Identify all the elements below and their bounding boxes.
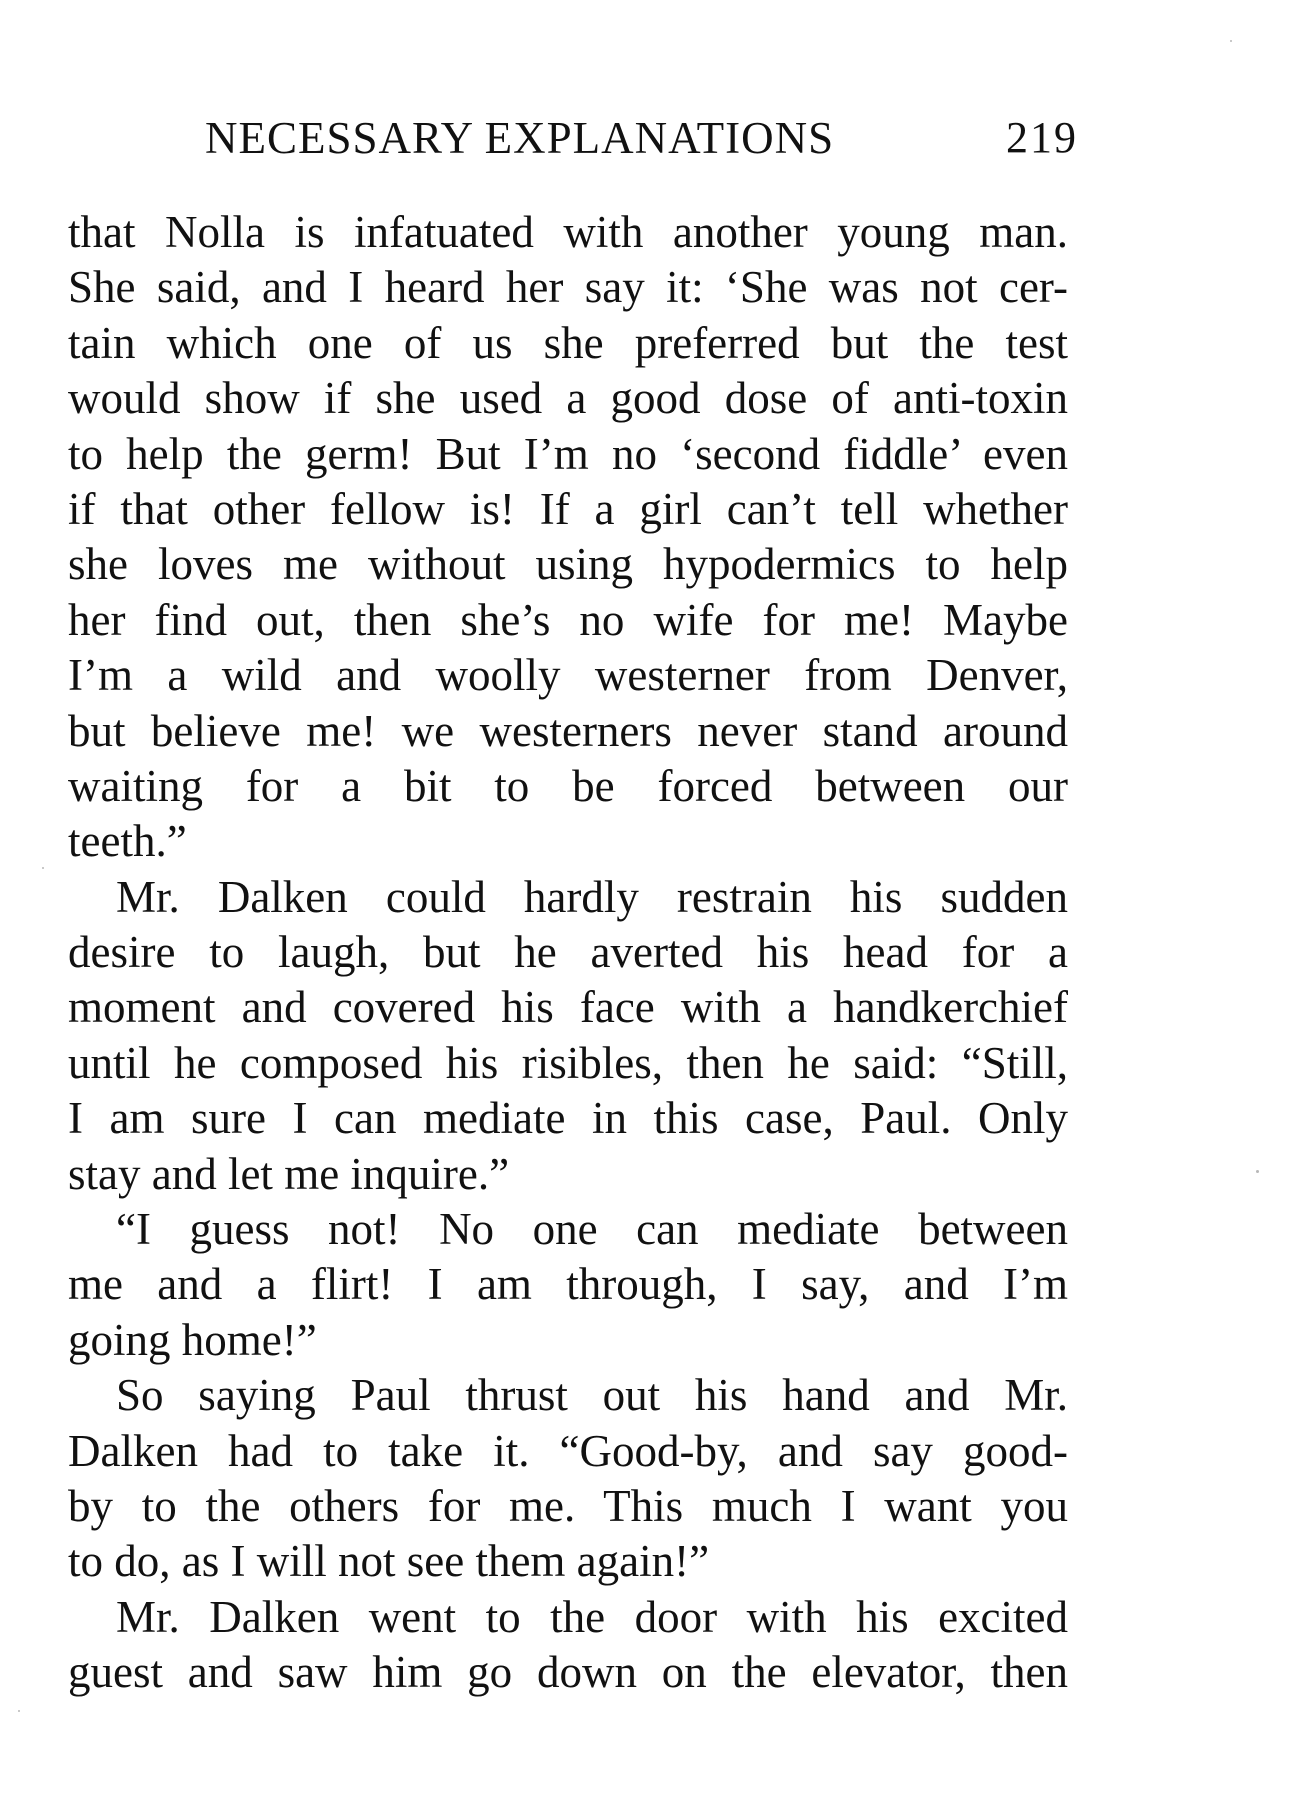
text-line: desire to laugh, but he averted his head for a	[68, 927, 1068, 978]
text-line: tain which one of us she preferred but the test	[68, 317, 1068, 368]
text-line: waiting for a bit to be forced between our	[68, 760, 1068, 811]
text-line: until he composed his risibles, then he said: “Still,	[68, 1037, 1068, 1088]
text-line: if that other fellow is! If a girl can’t tell whether	[68, 483, 1068, 534]
paragraph-first-line: Mr. Dalken went to the door with his excited	[116, 1591, 1068, 1642]
paper-speck	[1256, 1170, 1259, 1173]
paragraph-first-line: “I guess not! No one can mediate between	[116, 1204, 1068, 1255]
paper-speck	[42, 867, 44, 869]
running-head	[205, 108, 1090, 168]
text-line: me and a flirt! I am through, I say, and I’m	[68, 1259, 1068, 1310]
paragraph-first-line: Mr. Dalken could hardly restrain his sudden	[116, 871, 1068, 922]
text-line: to do, as I will not see them again!”	[68, 1536, 710, 1587]
text-line: teeth.”	[68, 816, 187, 867]
text-line: moment and covered his face with a handkerchief	[68, 982, 1068, 1033]
text-line: She said, and I heard her say it: ‘She was not cer-	[68, 262, 1068, 313]
text-line: would show if she used a good dose of anti-toxin	[68, 373, 1068, 424]
paper-speck	[18, 1710, 20, 1712]
text-line: to help the germ! But I’m no ‘second fiddle’ even	[68, 428, 1068, 479]
paragraph-first-line: So saying Paul thrust out his hand and Mr.	[116, 1370, 1068, 1421]
text-line: guest and saw him go down on the elevator, then	[68, 1647, 1068, 1698]
text-line: she loves me without using hypodermics to help	[68, 539, 1068, 590]
text-line: by to the others for me. This much I want you	[68, 1480, 1068, 1531]
text-line: I am sure I can mediate in this case, Paul. Only	[68, 1093, 1068, 1144]
paper-speck	[1230, 40, 1232, 42]
running-title: NECESSARY EXPLANATIONS	[205, 113, 835, 163]
text-line: I’m a wild and woolly westerner from Denver,	[68, 650, 1068, 701]
text-line: her find out, then she’s no wife for me! Maybe	[68, 594, 1068, 645]
text-line: but believe me! we westerners never stand around	[68, 705, 1068, 756]
page-number: 219	[1006, 113, 1078, 162]
body-text	[68, 205, 1068, 1701]
text-line: Dalken had to take it. “Good-by, and say good-	[68, 1425, 1068, 1476]
text-line: going home!”	[68, 1314, 317, 1365]
text-line: stay and let me inquire.”	[68, 1148, 510, 1199]
text-line: that Nolla is infatuated with another young man.	[68, 207, 1068, 257]
